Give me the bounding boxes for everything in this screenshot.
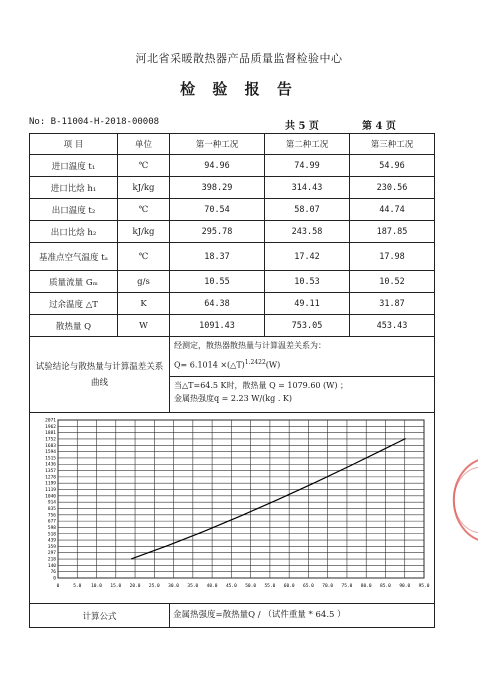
cell-value: 1091.43 bbox=[170, 315, 265, 337]
cell-value: 58.07 bbox=[265, 199, 350, 221]
cell-value: 94.96 bbox=[170, 155, 265, 177]
y-tick-label: 1515 bbox=[45, 456, 56, 462]
col-header-cond1: 第一种工况 bbox=[170, 134, 265, 155]
plot-area bbox=[58, 420, 424, 578]
x-tick-label: 45.0 bbox=[225, 584, 237, 589]
x-tick-label: 10.0 bbox=[91, 584, 102, 589]
y-tick-label: 1752 bbox=[45, 437, 56, 443]
cell-value: 44.74 bbox=[350, 199, 435, 221]
x-tick-label: 50.0 bbox=[245, 584, 257, 589]
y-tick-label: 677 bbox=[47, 519, 56, 525]
conclusion-label: 试验结论与散热量与计算温差关系曲线 bbox=[30, 337, 170, 413]
test-results-table bbox=[29, 133, 435, 628]
table-row bbox=[30, 155, 435, 177]
row-unit: kJ/kg bbox=[118, 221, 170, 243]
row-label: 出口比焓 h₂ bbox=[30, 221, 118, 243]
cell-value: 753.05 bbox=[265, 315, 350, 337]
y-tick-label: 1119 bbox=[45, 488, 56, 494]
x-tick-label: 25.0 bbox=[148, 584, 160, 589]
chart-row bbox=[30, 413, 435, 604]
cell-value: 17.98 bbox=[350, 243, 435, 271]
cell-value: 10.53 bbox=[265, 271, 350, 293]
equation-unit: (W) bbox=[265, 360, 281, 370]
conclusion-equation bbox=[174, 356, 430, 372]
cell-value: 70.54 bbox=[170, 199, 265, 221]
y-tick-label: 0 bbox=[53, 576, 56, 582]
heat-output-curve bbox=[131, 439, 406, 559]
y-tick-label: 218 bbox=[47, 557, 56, 563]
y-tick-label: 1357 bbox=[45, 469, 56, 475]
cell-value: 187.85 bbox=[350, 221, 435, 243]
row-unit: ℃ bbox=[118, 155, 170, 177]
cell-value: 17.42 bbox=[265, 243, 350, 271]
cell-value: 314.43 bbox=[265, 177, 350, 199]
row-label: 出口温度 t₂ bbox=[30, 199, 118, 221]
row-unit: K bbox=[118, 293, 170, 315]
equation-exponent: 1.2422 bbox=[244, 359, 266, 366]
seal-inner-arc bbox=[454, 467, 478, 533]
table-row bbox=[30, 221, 435, 243]
total-pages: 共 5 页 bbox=[285, 121, 319, 132]
chart-cell bbox=[30, 413, 435, 604]
y-tick-label: 1436 bbox=[45, 462, 56, 468]
y-tick-label: 297 bbox=[47, 551, 56, 557]
formula-row bbox=[30, 604, 435, 628]
x-tick-label: 15.0 bbox=[110, 584, 122, 589]
cell-value: 74.99 bbox=[265, 155, 350, 177]
report-title: 检 验 报 告 bbox=[180, 80, 298, 98]
x-tick-label: 5.0 bbox=[73, 584, 82, 589]
x-tick-label: 60.0 bbox=[283, 584, 295, 589]
y-tick-label: 518 bbox=[47, 532, 56, 538]
cell-value: 230.56 bbox=[350, 177, 435, 199]
table-row bbox=[30, 243, 435, 271]
x-tick-label: 35.0 bbox=[187, 584, 199, 589]
row-label: 质量流量 Gₘ bbox=[30, 271, 118, 293]
y-tick-label: 598 bbox=[47, 525, 56, 531]
seal-arc bbox=[454, 459, 478, 541]
equation-base: Q= 6.1014 ×(△T) bbox=[174, 360, 245, 370]
y-tick-label: 1594 bbox=[45, 450, 56, 456]
y-tick-label: 359 bbox=[47, 544, 56, 550]
table-row bbox=[30, 199, 435, 221]
row-unit: kJ/kg bbox=[118, 177, 170, 199]
y-tick-label: 439 bbox=[47, 538, 56, 544]
cell-value: 31.87 bbox=[350, 293, 435, 315]
report-number: No: B-11004-H-2018-00008 bbox=[29, 117, 160, 127]
y-tick-label: 1683 bbox=[45, 443, 56, 449]
x-tick-label: 30.0 bbox=[168, 584, 180, 589]
row-unit: W bbox=[118, 315, 170, 337]
col-header-cond3: 第三种工况 bbox=[350, 134, 435, 155]
y-tick-label: 1962 bbox=[45, 424, 56, 430]
cell-value: 453.43 bbox=[350, 315, 435, 337]
page-number: 第 4 页 bbox=[362, 121, 396, 132]
conclusion-row bbox=[30, 337, 435, 413]
x-tick-label: 40.0 bbox=[206, 584, 218, 589]
x-tick-label: 0 bbox=[56, 584, 60, 589]
y-tick-label: 914 bbox=[47, 500, 56, 506]
table-row bbox=[30, 177, 435, 199]
x-tick-label: 65.0 bbox=[302, 584, 314, 589]
cell-value: 295.78 bbox=[170, 221, 265, 243]
y-tick-label: 2071 bbox=[45, 418, 56, 424]
x-tick-label: 85.0 bbox=[380, 584, 391, 589]
conclusion-line-3: 当△T=64.5 K时，散热量 Q = 1079.60 (W) ； bbox=[174, 380, 349, 390]
row-label: 过余温度 △T bbox=[30, 293, 118, 315]
y-tick-label: 756 bbox=[47, 513, 56, 519]
y-tick-label: 1040 bbox=[45, 494, 56, 500]
cell-value: 243.58 bbox=[265, 221, 350, 243]
inspection-seal bbox=[446, 455, 478, 545]
x-tick-label: 20.0 bbox=[129, 584, 141, 589]
cell-value: 54.96 bbox=[350, 155, 435, 177]
col-header-cond2: 第二种工况 bbox=[265, 134, 350, 155]
x-tick-label: 70.0 bbox=[322, 584, 334, 589]
conclusion-line-4: 金属热强度q = 2.23 W/(kg . K) bbox=[174, 393, 292, 403]
row-label: 基准点空气温度 tₐ bbox=[30, 243, 118, 271]
cell-value: 10.55 bbox=[170, 271, 265, 293]
row-label: 散热量 Q bbox=[30, 315, 118, 337]
table-row bbox=[30, 315, 435, 337]
table-row bbox=[30, 293, 435, 315]
col-header-unit: 单位 bbox=[118, 134, 170, 155]
conclusion-line-1: 经测定，散热器散热量与计算温差关系为： bbox=[174, 341, 326, 350]
formula-label: 计算公式 bbox=[30, 604, 170, 628]
org-name: 河北省采暖散热器产品质量监督检验中心 bbox=[135, 52, 343, 65]
row-unit: ℃ bbox=[118, 199, 170, 221]
cell-value: 64.38 bbox=[170, 293, 265, 315]
x-tick-label: 95.0 bbox=[418, 584, 430, 589]
heat-output-chart bbox=[30, 414, 433, 602]
x-tick-label: 90.0 bbox=[399, 584, 411, 589]
row-label: 进口温度 t₁ bbox=[30, 155, 118, 177]
y-tick-label: 835 bbox=[47, 506, 56, 512]
cell-value: 10.52 bbox=[350, 271, 435, 293]
y-tick-label: 140 bbox=[47, 563, 56, 569]
header-row bbox=[30, 134, 435, 155]
formula-text: 金属热强度=散热量Q / （试件重量 * 64.5 ） bbox=[170, 604, 435, 628]
y-tick-label: 1199 bbox=[45, 481, 56, 487]
conclusion-text bbox=[170, 337, 435, 413]
x-tick-label: 80.0 bbox=[360, 584, 372, 589]
y-tick-label: 1881 bbox=[45, 431, 56, 437]
cell-value: 398.29 bbox=[170, 177, 265, 199]
col-header-item: 项 目 bbox=[30, 134, 118, 155]
row-label: 进口比焓 h₁ bbox=[30, 177, 118, 199]
row-unit: ℃ bbox=[118, 243, 170, 271]
y-tick-label: 76 bbox=[50, 570, 56, 576]
row-unit: g/s bbox=[118, 271, 170, 293]
y-tick-label: 1278 bbox=[45, 475, 56, 481]
cell-value: 49.11 bbox=[265, 293, 350, 315]
table-row bbox=[30, 271, 435, 293]
x-tick-label: 75.0 bbox=[341, 584, 353, 589]
cell-value: 18.37 bbox=[170, 243, 265, 271]
x-tick-label: 55.0 bbox=[264, 584, 276, 589]
